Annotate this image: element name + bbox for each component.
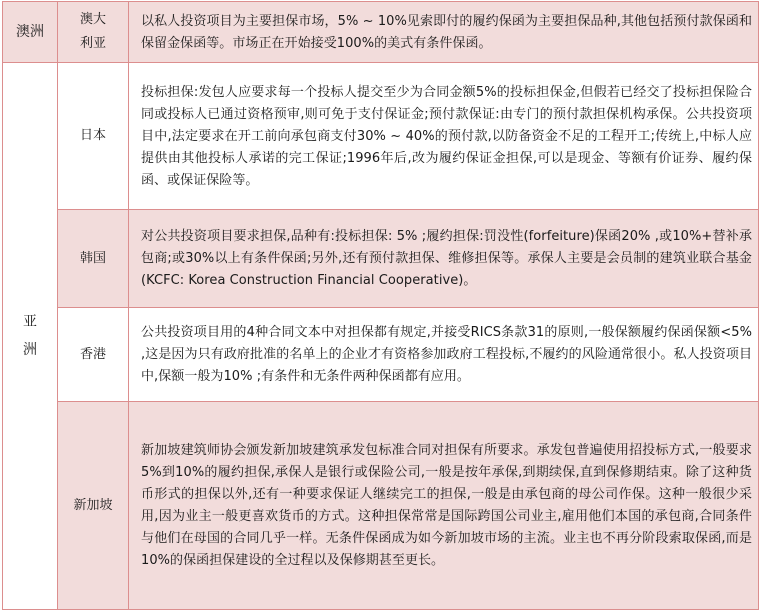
- table-row-japan: [3, 63, 759, 210]
- description-cell-hongkong: 公共投资项目用的4种合同文本中对担保都有规定,并接受RICS条款31的原则,一般保额履约保函保额<5% ,这是因为只有政府批准的名单上的企业才有资格参加政府工程投标,不履约的风险通常很小。私人投资项目中,保额一般为10% ;有条件和无条件两种保函都有应用。: [129, 308, 759, 402]
- region-label: 亚洲: [23, 314, 37, 358]
- country-cell-australia: [58, 2, 129, 63]
- guarantee-market-table: [2, 1, 759, 610]
- table-row-korea: [3, 210, 759, 308]
- country-cell-korea: 韩国: [58, 210, 129, 308]
- region-cell-australia: [3, 2, 58, 63]
- description-cell-australia: 以私人投资项目为主要担保市场，5% ~ 10%见索即付的履约保函为主要担保品种,其他包括预付款保函和保留金保函等。市场正在开始接受100%的美式有条件保函。: [129, 2, 759, 63]
- region-label: 澳洲: [16, 24, 44, 40]
- table-row-hongkong: [3, 308, 759, 402]
- country-cell-hongkong: 香港: [58, 308, 129, 402]
- country-label: 澳大利亚: [79, 12, 106, 51]
- table-row-australia: [3, 2, 759, 63]
- description-cell-korea: 对公共投资项目要求担保,品种有:投标担保: 5% ;履约担保:罚没性(forfeiture)保函20% ,或10%+替补承包商;或30%以上有条件保函;另外,还有预付款担保、维修担保等。承保人主要是会员制的建筑业联合基金(KCFC: Korea Construction Financial Cooperative)。: [129, 210, 759, 308]
- table-row-singapore: [3, 402, 759, 610]
- region-cell-asia: [3, 63, 58, 610]
- description-cell-japan: 投标担保:发包人应要求每一个投标人提交至少为合同金额5%的投标担保金,但假若已经交了投标担保险合同或投标人已通过资格预审,则可免于支付保证金;预付款保证:由专门的预付款担保机构承保。公共投资项目中,法定要求在开工前向承包商支付30% ~ 40%的预付款,以防备资金不足的工程开工;传统上,中标人应提供由其他投标人承诺的完工保证;1996年后,改为履约保证金担保,可以是现金、等额有价证券、履约保函、或保证保险等。: [129, 63, 759, 210]
- country-cell-singapore: 新加坡: [58, 402, 129, 610]
- description-cell-singapore: 新加坡建筑师协会颁发新加坡建筑承发包标准合同对担保有所要求。承发包普遍使用招投标方式,一般要求5%到10%的履约担保,承保人是银行或保险公司,一般是按年承保,到期续保,直到保修期结束。除了这种货币形式的担保以外,还有一种要求保证人继续完工的担保,一般是由承包商的母公司作保。这种一般很少采用,因为业主一般更喜欢货币的方式。这种担保常常是国际跨国公司业主,雇用他们本国的承包商,合同条件与他们在母国的合同几乎一样。无条件保函成为如今新加坡市场的主流。业主也不再分阶段索取保函,而是10%的保函担保建设的全过程以及保修期甚至更长。: [129, 402, 759, 610]
- country-cell-japan: 日本: [58, 63, 129, 210]
